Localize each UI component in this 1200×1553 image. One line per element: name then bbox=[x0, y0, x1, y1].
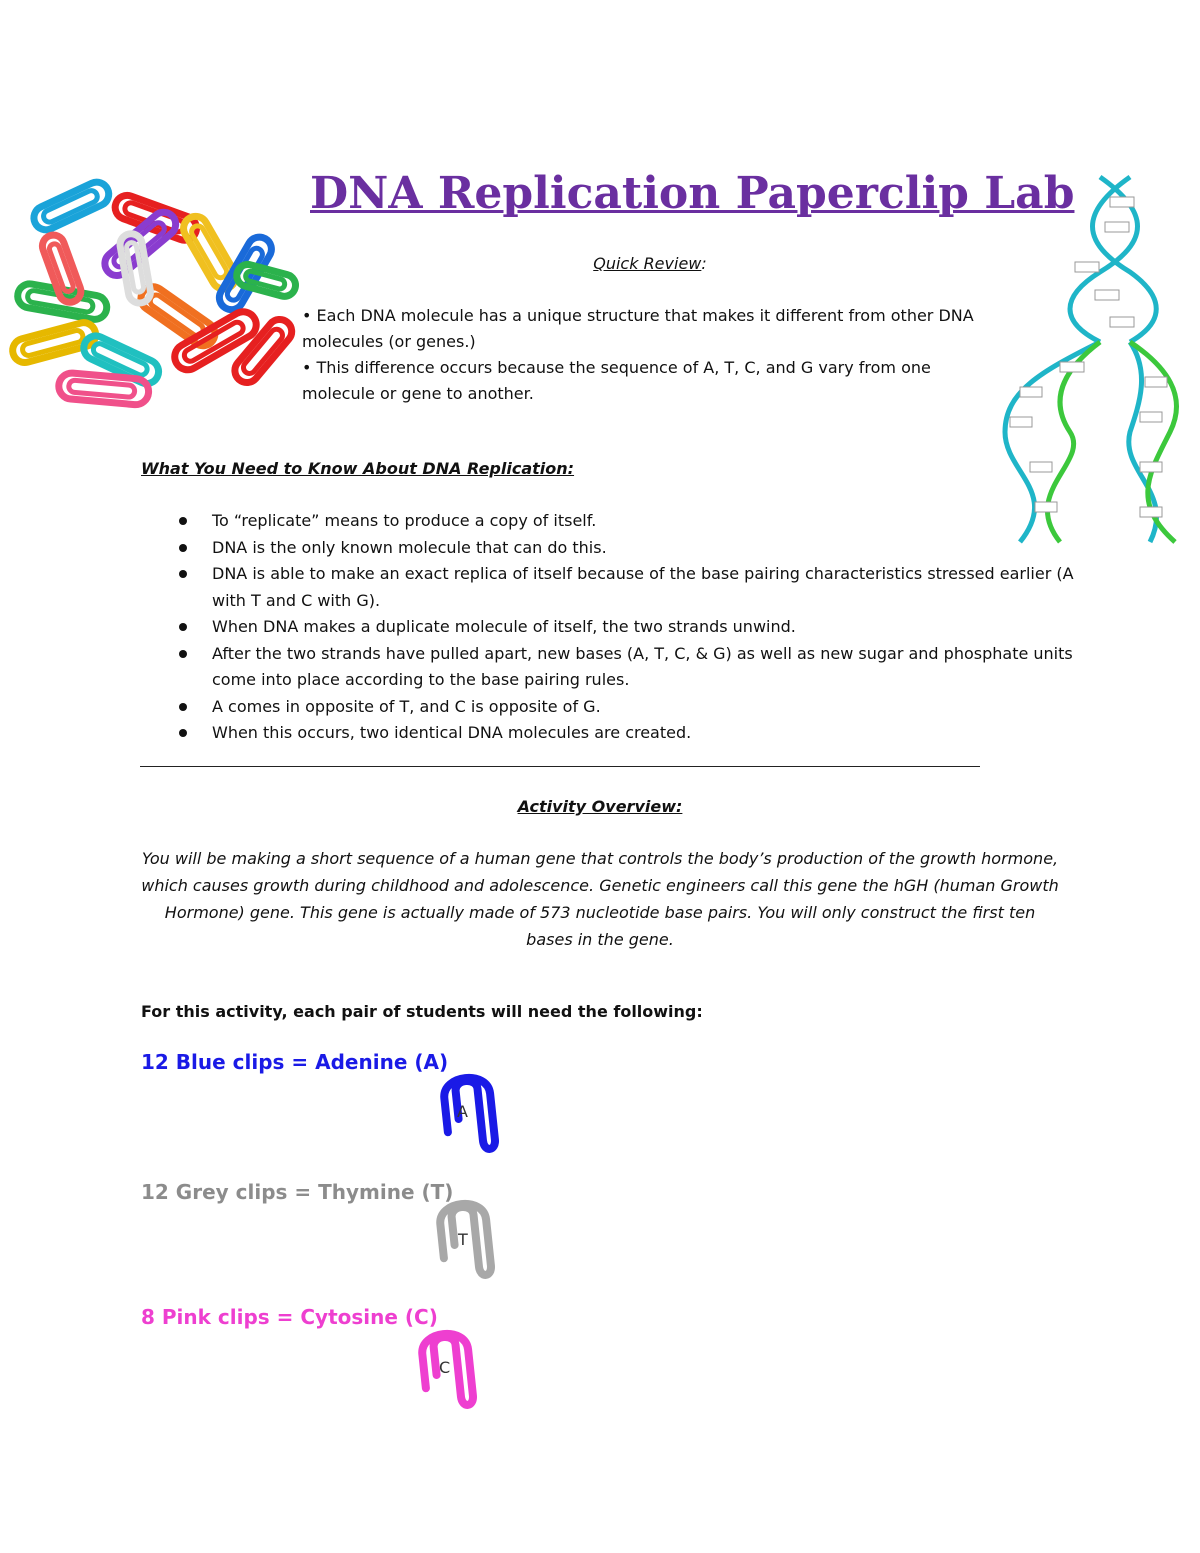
list-item: When this occurs, two identical DNA molecules are created. bbox=[212, 720, 1112, 747]
page-title: DNA Replication Paperclip Lab bbox=[310, 168, 1075, 219]
quick-review-point: • This difference occurs because the sequence of A, T, C, and G vary from one molecule or gene to another. bbox=[302, 358, 931, 403]
section-divider bbox=[140, 766, 980, 767]
quick-review-points bbox=[302, 303, 1002, 407]
quick-review-heading-text: Quick Review bbox=[593, 254, 702, 273]
quick-review-heading-colon: : bbox=[701, 254, 707, 273]
grey-clips-label: 12 Grey clips = Thymine (T) bbox=[141, 1180, 454, 1204]
list-item: DNA is able to make an exact replica of itself because of the base pairing characteristics stressed earlier (A with T and C with G). bbox=[212, 561, 1112, 614]
blue-paperclip-icon bbox=[432, 1068, 504, 1158]
quick-review-point: • Each DNA molecule has a unique structure that makes it different from other DNA molecules (or genes.) bbox=[302, 306, 974, 351]
quick-review-heading bbox=[300, 254, 1000, 273]
blue-clips-label: 12 Blue clips = Adenine (A) bbox=[141, 1050, 449, 1074]
list-item: A comes in opposite of T, and C is opposite of G. bbox=[212, 694, 1112, 721]
pink-clips-label: 8 Pink clips = Cytosine (C) bbox=[141, 1305, 438, 1329]
materials-heading: For this activity, each pair of students will need the following: bbox=[141, 1002, 703, 1021]
blue-clip-letter: A bbox=[457, 1102, 468, 1121]
need-to-know-list bbox=[172, 508, 1112, 747]
pink-clip-letter: C bbox=[439, 1358, 451, 1377]
activity-overview-text: You will be making a short sequence of a human gene that controls the body’s production of the growth hormone, which causes growth during childhood and adolescence. Genetic engineers call this gene the hGH (human Growth Hormone) gene. This gene is actually made of 573 nucleotide base pairs. You will only construct the first ten bases in the gene. bbox=[141, 849, 1059, 949]
list-item: When DNA makes a duplicate molecule of itself, the two strands unwind. bbox=[212, 614, 1112, 641]
dna-helix-image bbox=[1000, 172, 1190, 550]
list-item: DNA is the only known molecule that can do this. bbox=[212, 535, 1112, 562]
activity-overview-heading: Activity Overview: bbox=[517, 797, 683, 816]
need-to-know-heading: What You Need to Know About DNA Replication: bbox=[141, 459, 575, 478]
grey-clip-letter: T bbox=[458, 1230, 468, 1249]
list-item: After the two strands have pulled apart, new bases (A, T, C, & G) as well as new sugar and phosphate units come into place according to the base pairing rules. bbox=[212, 641, 1112, 694]
paperclip-pile-image bbox=[0, 172, 300, 440]
list-item: To “replicate” means to produce a copy of itself. bbox=[212, 508, 1112, 535]
